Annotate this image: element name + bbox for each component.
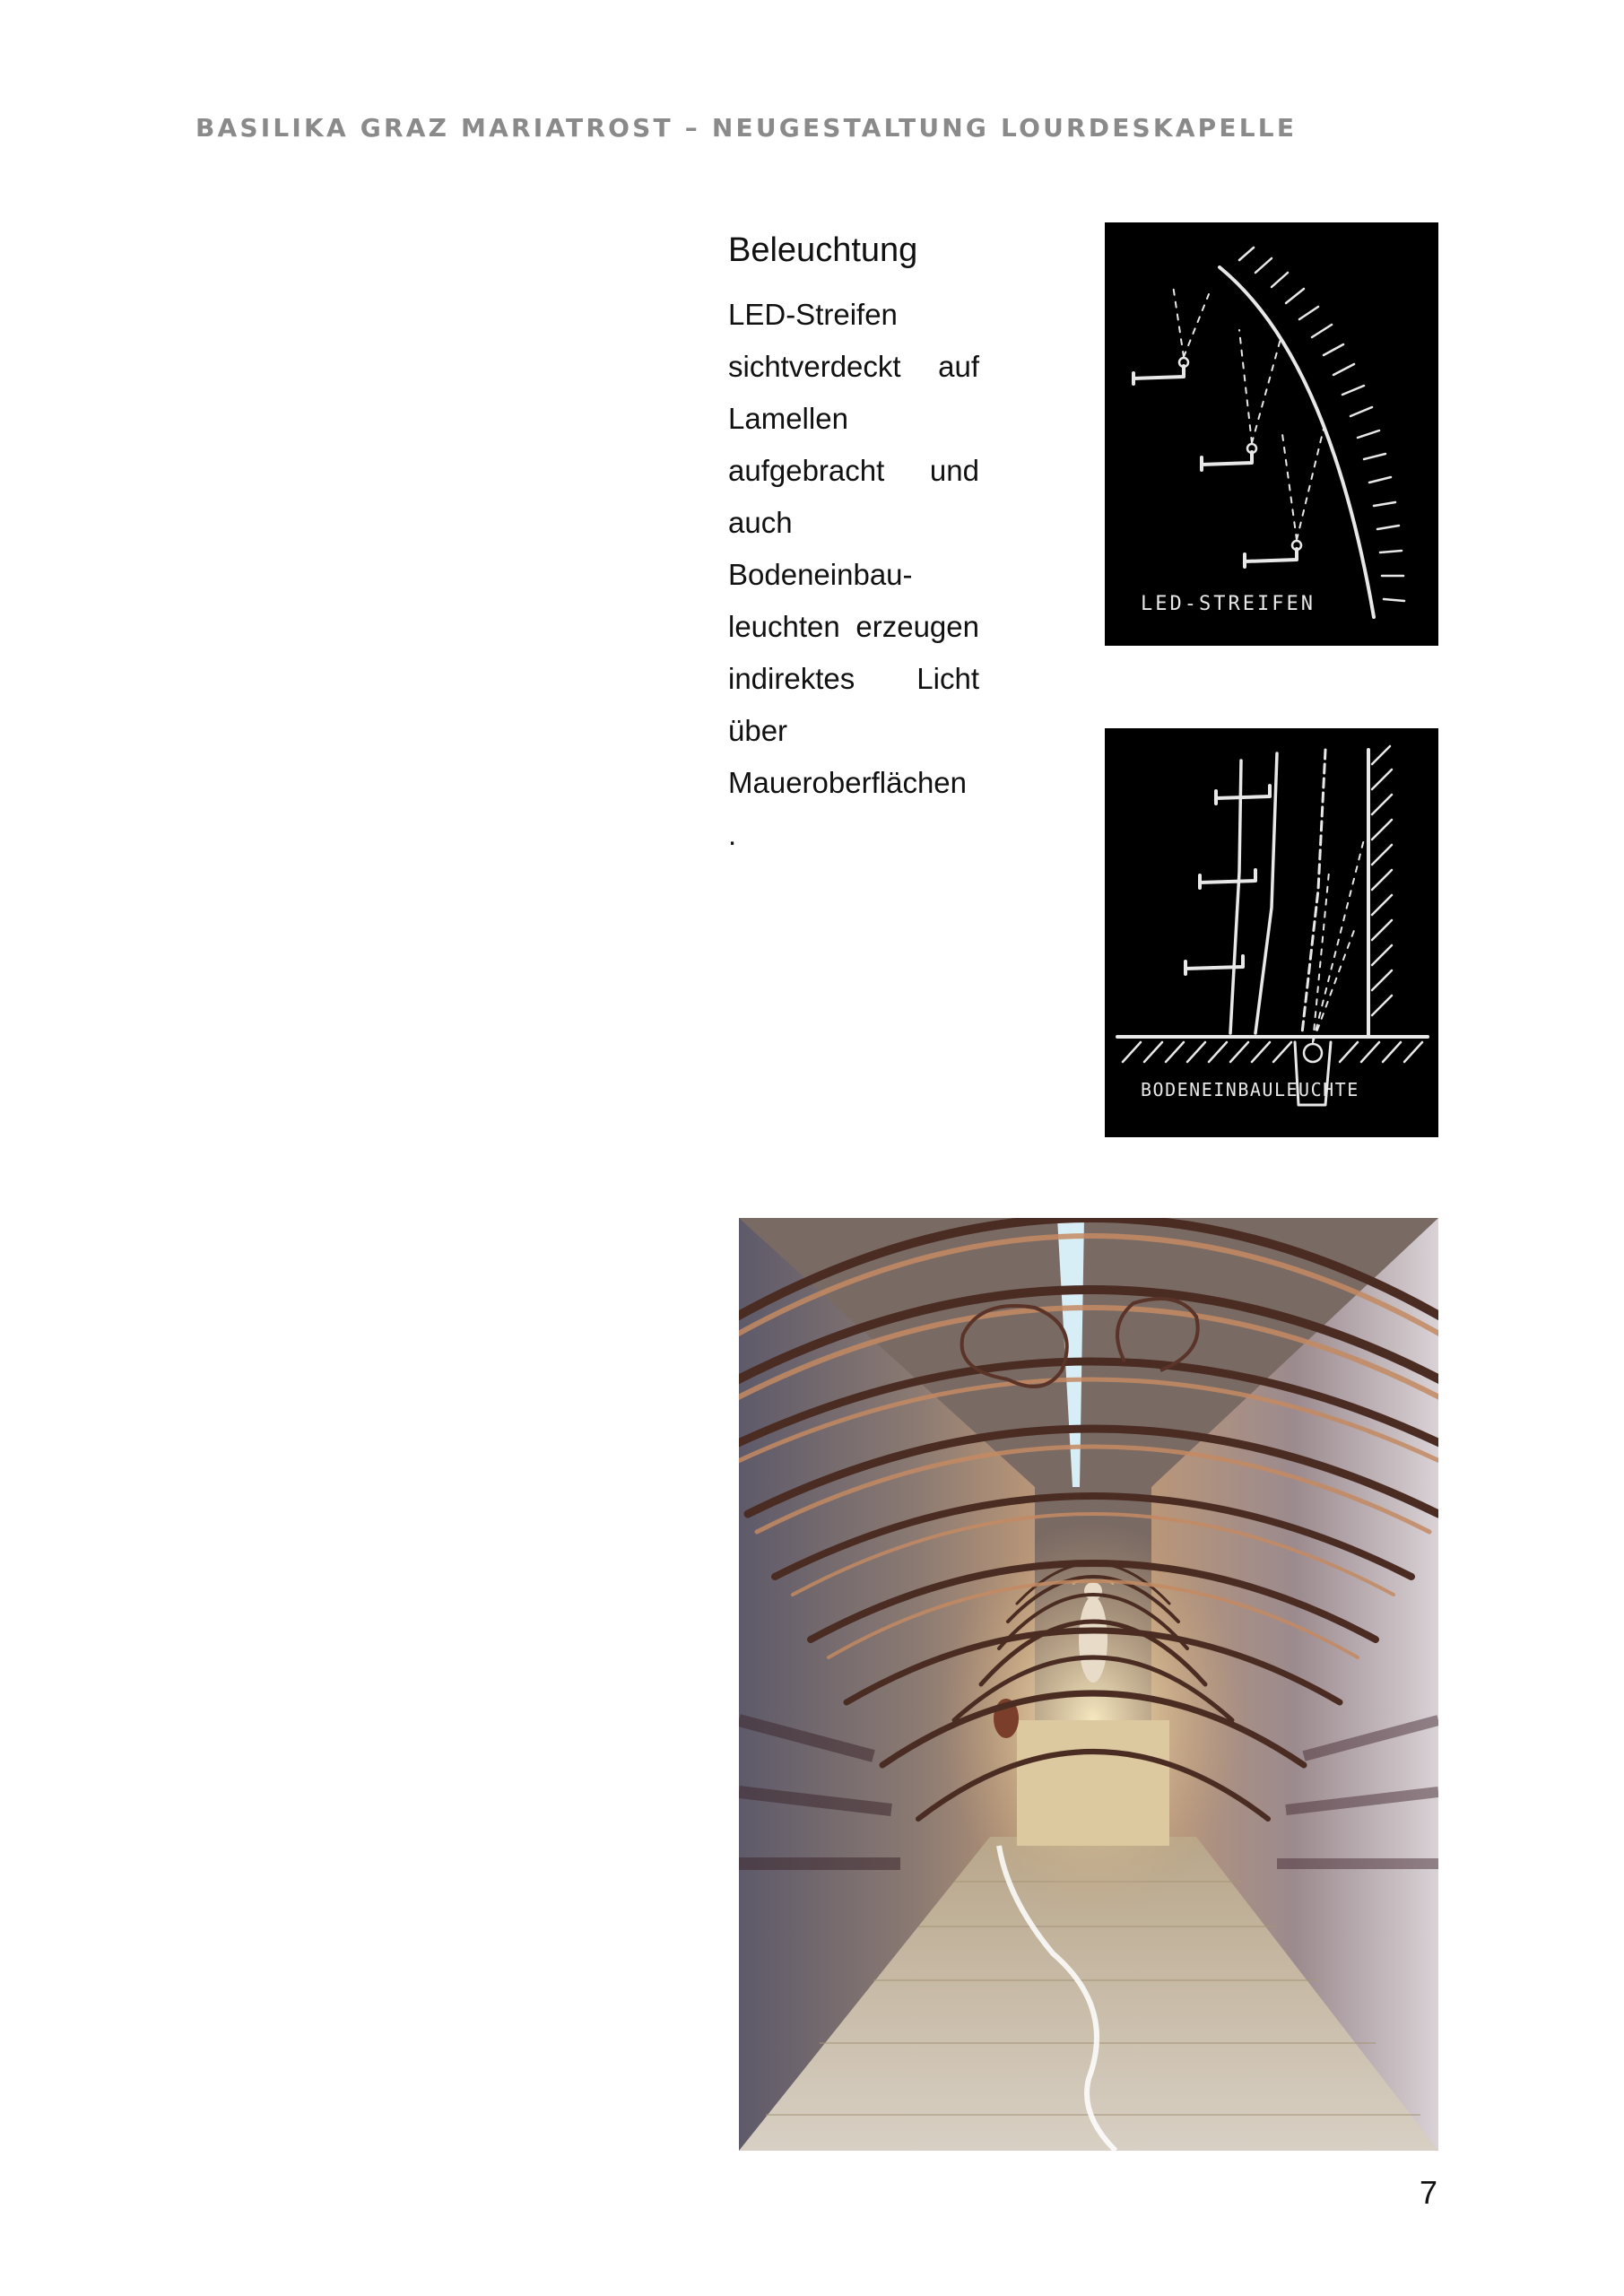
led-strip-sketch (1105, 222, 1438, 646)
page-number: 7 (1419, 2174, 1437, 2211)
body-line: leuchten erzeugen (728, 610, 979, 643)
section-title: Beleuchtung (728, 231, 918, 269)
body-line: Maueroberflächen (728, 766, 967, 799)
body-line: Bodeneinbau- (728, 558, 913, 591)
body-line: . (728, 818, 737, 851)
led-strip-label: LED-STREIFEN (1141, 593, 1316, 615)
body-line: indirektes Licht (728, 662, 979, 695)
body-line: LED-Streifen (728, 298, 898, 331)
body-line: sichtverdeckt auf (728, 350, 979, 383)
body-line: aufgebracht und (728, 454, 979, 487)
document-header: BASILIKA GRAZ MARIATROST – NEUGESTALTUNG LOURDESKAPELLE (195, 113, 1298, 143)
body-line: auch (728, 506, 793, 539)
body-line: über (728, 714, 788, 747)
floor-luminaire-sketch (1105, 728, 1438, 1137)
floor-luminaire-label: BODENEINBAULEUCHTE (1141, 1079, 1359, 1100)
body-line: Lamellen (728, 402, 848, 435)
section-body (728, 289, 979, 861)
model-photo (739, 1218, 1438, 2151)
